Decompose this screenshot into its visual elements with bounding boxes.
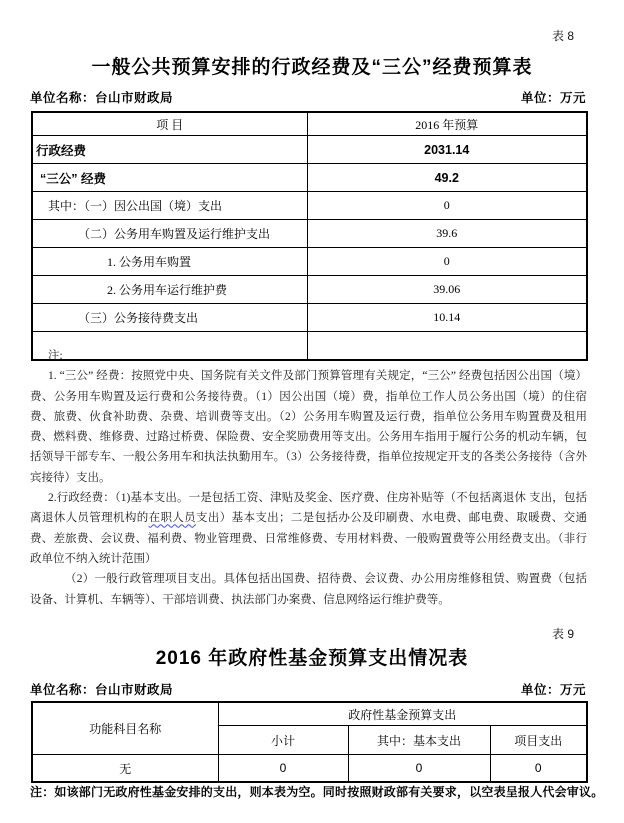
note-3: （2）一般行政管理项目支出。具体包括出国费、招待费、会议费、办公用房维修租赁、购置费（包括设备、计算机、车辆等）、干部培训费、执法部门办案费、信息网络运行维护费等。: [30, 573, 587, 606]
sheet9-unit-name: 单位名称：台山市财政局: [30, 683, 174, 697]
row-label: 2. 公务用车运行维护费: [32, 276, 307, 304]
sheet8-title: 一般公共预算安排的行政经费及“三公”经费预算表: [91, 57, 533, 78]
header-group: 政府性基金预算支出: [218, 702, 587, 726]
header-subject: 功能科目名称: [32, 702, 218, 755]
sheet8-unit-name: 单位名称：台山市财政局: [30, 91, 174, 105]
row-value: 49.2: [307, 164, 587, 192]
header-project: 项目支出: [490, 726, 587, 755]
table-row: [32, 248, 587, 276]
sheet9-title: 2016 年政府性基金预算支出情况表: [155, 648, 469, 669]
sheet8-meta-line: [30, 88, 586, 106]
gov-fund-table: [31, 701, 588, 783]
sheet8-unit: 单位：万元: [520, 91, 586, 105]
row-label: 其中：（一）因公出国（境）支出: [32, 192, 307, 220]
table-row: [32, 304, 587, 332]
row-value: 0: [307, 192, 587, 220]
note-1: 1. “三公” 经费：按照党中央、国务院有关文件及部门预算管理有关规定，“三公” 经费包括因公出国（境）费、公务用车购置及运行费和公务接待费。（1）因公出国（境）费，指单位工作人员公务出国（境）的住宿费、旅费、伙食补助费、杂费、培训费等支出。（2）公务用车购置及运行费，指单位公务用车购置费及租用费、燃料费、维修费、过路过桥费、保险费、安全奖励费用等支出。公务用车指用于履行公务的机动车辆，包括领导干部专车、一般公务用车和执法执勤用车。（3）公务接待费，指单位按规定开支的各类公务接待（含外宾接待）支出。: [30, 370, 587, 484]
spellcheck-wavy-underline: 在职人员: [148, 512, 197, 525]
note-2-text: 2.行政经费：（1)基本支出。一是包括工资、津贴及奖金、医疗费、住房补贴等（不包括离退休 支出，包括离退休人员管理机构的: [30, 492, 587, 525]
row-value: 0: [307, 248, 587, 276]
cell-project: 0: [490, 755, 587, 783]
admin-expense-table: [31, 111, 588, 361]
header-budget: 2016 年预算: [307, 112, 587, 136]
row-value: 2031.14: [307, 136, 587, 164]
table-row: [32, 220, 587, 248]
notes-block: [30, 346, 587, 610]
row-value: 10.14: [307, 304, 587, 332]
sheet9-meta-line: [30, 680, 586, 698]
sheet9-note: 注：如该部门无政府性基金安排的支出，则本表为空。同时按照财政部有关要求，以空表呈报人代会审议。: [30, 785, 604, 799]
note-2: [30, 488, 587, 569]
cell-basic: 0: [348, 755, 490, 783]
cell-subtotal: 0: [218, 755, 348, 783]
table-header-row: [32, 702, 587, 726]
sheet9-corner-label: 表 9: [551, 627, 574, 641]
table-row: [32, 136, 587, 164]
cell-subject: 无: [32, 755, 218, 783]
header-subtotal: 小计: [218, 726, 348, 755]
row-value: 39.06: [307, 276, 587, 304]
sheet9-unit: 单位：万元: [520, 683, 586, 697]
note-2-text: 支出）基本支出；二是包括办公及印刷费、水电费、邮电费、取暖费、交通费、差旅费、会议费、福利费、物业管理费、日常维修费、专用材料费、一般购置费等公用经费支出。（非行政单位不纳入统计范围）: [30, 512, 588, 565]
table-row: [32, 192, 587, 220]
table-header-row: [32, 112, 587, 136]
table-row: [32, 164, 587, 192]
header-item: 项 目: [32, 112, 307, 136]
sheet8-corner-label: 表 8: [551, 29, 574, 43]
row-label: （二）公务用车购置及运行维护支出: [32, 220, 307, 248]
notes-label: 注:: [48, 350, 63, 362]
header-basic: 其中：基本支出: [348, 726, 490, 755]
row-label: “三公” 经费: [32, 164, 307, 192]
row-label: 行政经费: [32, 136, 307, 164]
table-row: [32, 755, 587, 783]
table-row: [32, 276, 587, 304]
row-value: 39.6: [307, 220, 587, 248]
row-label: （三）公务接待费支出: [32, 304, 307, 332]
row-label: 1. 公务用车购置: [32, 248, 307, 276]
